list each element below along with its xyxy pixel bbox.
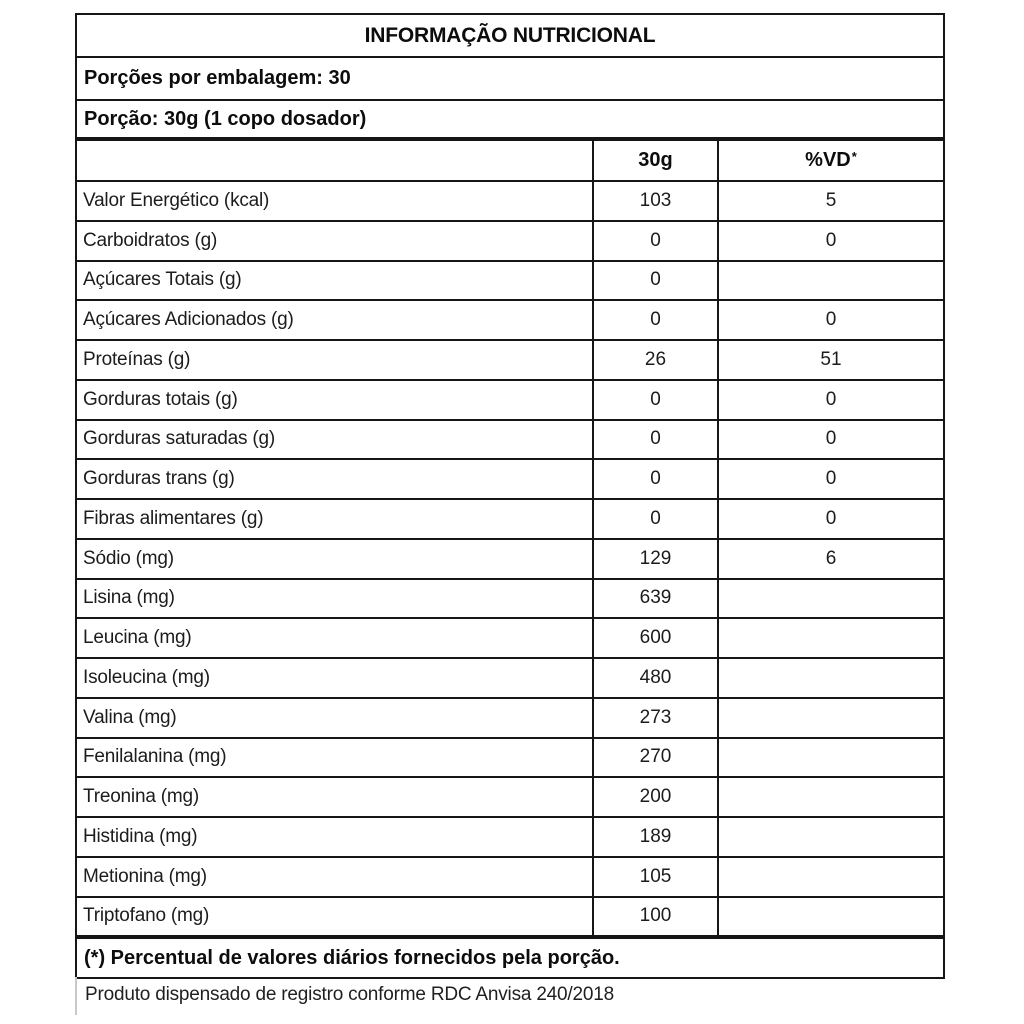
nutrient-label: Metionina (mg) xyxy=(83,865,207,887)
dv-column-header xyxy=(717,141,943,180)
nutrient-row xyxy=(77,818,943,858)
nutrient-label: Sódio (mg) xyxy=(83,547,174,569)
nutrient-label: Gorduras trans (g) xyxy=(83,468,235,490)
nutrient-row xyxy=(77,540,943,580)
dv-header-asterisk: * xyxy=(851,149,857,164)
anvisa-disclaimer: Produto dispensado de registro conforme RDC Anvisa 240/2018 xyxy=(85,984,614,1005)
nutrient-label: Leucina (mg) xyxy=(83,627,192,649)
nutrient-dv: 0 xyxy=(717,381,943,419)
nutrition-facts-table xyxy=(75,13,945,979)
nutrient-dv xyxy=(717,262,943,300)
nutrient-row xyxy=(77,341,943,381)
nutrient-label: Açúcares Adicionados (g) xyxy=(83,309,294,331)
nutrient-amount: 105 xyxy=(592,858,717,896)
nutrient-dv: 0 xyxy=(717,460,943,498)
nutrient-dv xyxy=(717,898,943,936)
nutrient-row xyxy=(77,778,943,818)
nutrient-label: Fibras alimentares (g) xyxy=(83,507,264,529)
table-title: INFORMAÇÃO NUTRICIONAL xyxy=(77,15,943,58)
nutrient-row xyxy=(77,262,943,302)
nutrient-rows xyxy=(77,182,943,937)
nutrient-row xyxy=(77,421,943,461)
nutrient-label: Açúcares Totais (g) xyxy=(83,269,242,291)
nutrient-row xyxy=(77,699,943,739)
nutrient-row xyxy=(77,659,943,699)
nutrient-amount: 0 xyxy=(592,262,717,300)
nutrient-row xyxy=(77,182,943,222)
dv-header-text: %VD xyxy=(805,149,851,171)
nutrient-label: Treonina (mg) xyxy=(83,786,200,808)
nutrient-row xyxy=(77,381,943,421)
nutrient-row xyxy=(77,858,943,898)
nutrient-label: Fenilalanina (mg) xyxy=(83,746,227,768)
nutrient-label: Gorduras saturadas (g) xyxy=(83,428,276,450)
nutrient-dv xyxy=(717,659,943,697)
nutrient-column-header xyxy=(77,141,592,180)
nutrient-row xyxy=(77,739,943,779)
nutrient-amount: 0 xyxy=(592,421,717,459)
nutrient-dv: 0 xyxy=(717,301,943,339)
left-edge-remnant-line xyxy=(75,977,77,1015)
dv-footnote: (*) Percentual de valores diários fornecidos pela porção. xyxy=(77,937,943,977)
nutrient-label: Valina (mg) xyxy=(83,706,177,728)
nutrient-amount: 639 xyxy=(592,580,717,618)
nutrient-dv xyxy=(717,818,943,856)
nutrient-amount: 129 xyxy=(592,540,717,578)
nutrient-dv: 0 xyxy=(717,500,943,538)
nutrient-dv xyxy=(717,739,943,777)
nutrient-amount: 0 xyxy=(592,222,717,260)
nutrient-dv: 6 xyxy=(717,540,943,578)
nutrient-amount: 103 xyxy=(592,182,717,220)
nutrient-dv: 0 xyxy=(717,421,943,459)
nutrient-dv xyxy=(717,699,943,737)
nutrient-row xyxy=(77,898,943,938)
nutrient-label: Valor Energético (kcal) xyxy=(83,189,270,211)
nutrient-row xyxy=(77,619,943,659)
nutrient-row xyxy=(77,301,943,341)
nutrient-dv: 5 xyxy=(717,182,943,220)
nutrient-dv xyxy=(717,580,943,618)
amount-column-header: 30g xyxy=(592,141,717,180)
nutrient-amount: 480 xyxy=(592,659,717,697)
nutrient-row xyxy=(77,460,943,500)
nutrient-label: Proteínas (g) xyxy=(83,348,191,370)
nutrient-amount: 189 xyxy=(592,818,717,856)
nutrient-dv xyxy=(717,619,943,657)
nutrient-amount: 100 xyxy=(592,898,717,936)
nutrient-amount: 0 xyxy=(592,301,717,339)
nutrient-amount: 0 xyxy=(592,460,717,498)
nutrient-label: Carboidratos (g) xyxy=(83,229,218,251)
nutrient-label: Isoleucina (mg) xyxy=(83,666,210,688)
nutrient-label: Triptofano (mg) xyxy=(83,905,210,927)
nutrient-dv xyxy=(717,778,943,816)
nutrient-amount: 0 xyxy=(592,500,717,538)
column-header-row xyxy=(77,141,943,182)
serving-size: Porção: 30g (1 copo dosador) xyxy=(77,101,943,141)
nutrient-label: Gorduras totais (g) xyxy=(83,388,238,410)
nutrient-amount: 200 xyxy=(592,778,717,816)
nutrient-dv xyxy=(717,858,943,896)
nutrient-dv: 0 xyxy=(717,222,943,260)
nutrient-dv: 51 xyxy=(717,341,943,379)
nutrient-amount: 26 xyxy=(592,341,717,379)
nutrient-row xyxy=(77,580,943,620)
nutrient-row xyxy=(77,500,943,540)
nutrient-row xyxy=(77,222,943,262)
nutrient-label: Histidina (mg) xyxy=(83,825,198,847)
nutrient-amount: 273 xyxy=(592,699,717,737)
servings-per-package: Porções por embalagem: 30 xyxy=(77,58,943,101)
nutrient-amount: 270 xyxy=(592,739,717,777)
nutrient-amount: 600 xyxy=(592,619,717,657)
nutrient-amount: 0 xyxy=(592,381,717,419)
nutrient-label: Lisina (mg) xyxy=(83,587,175,609)
